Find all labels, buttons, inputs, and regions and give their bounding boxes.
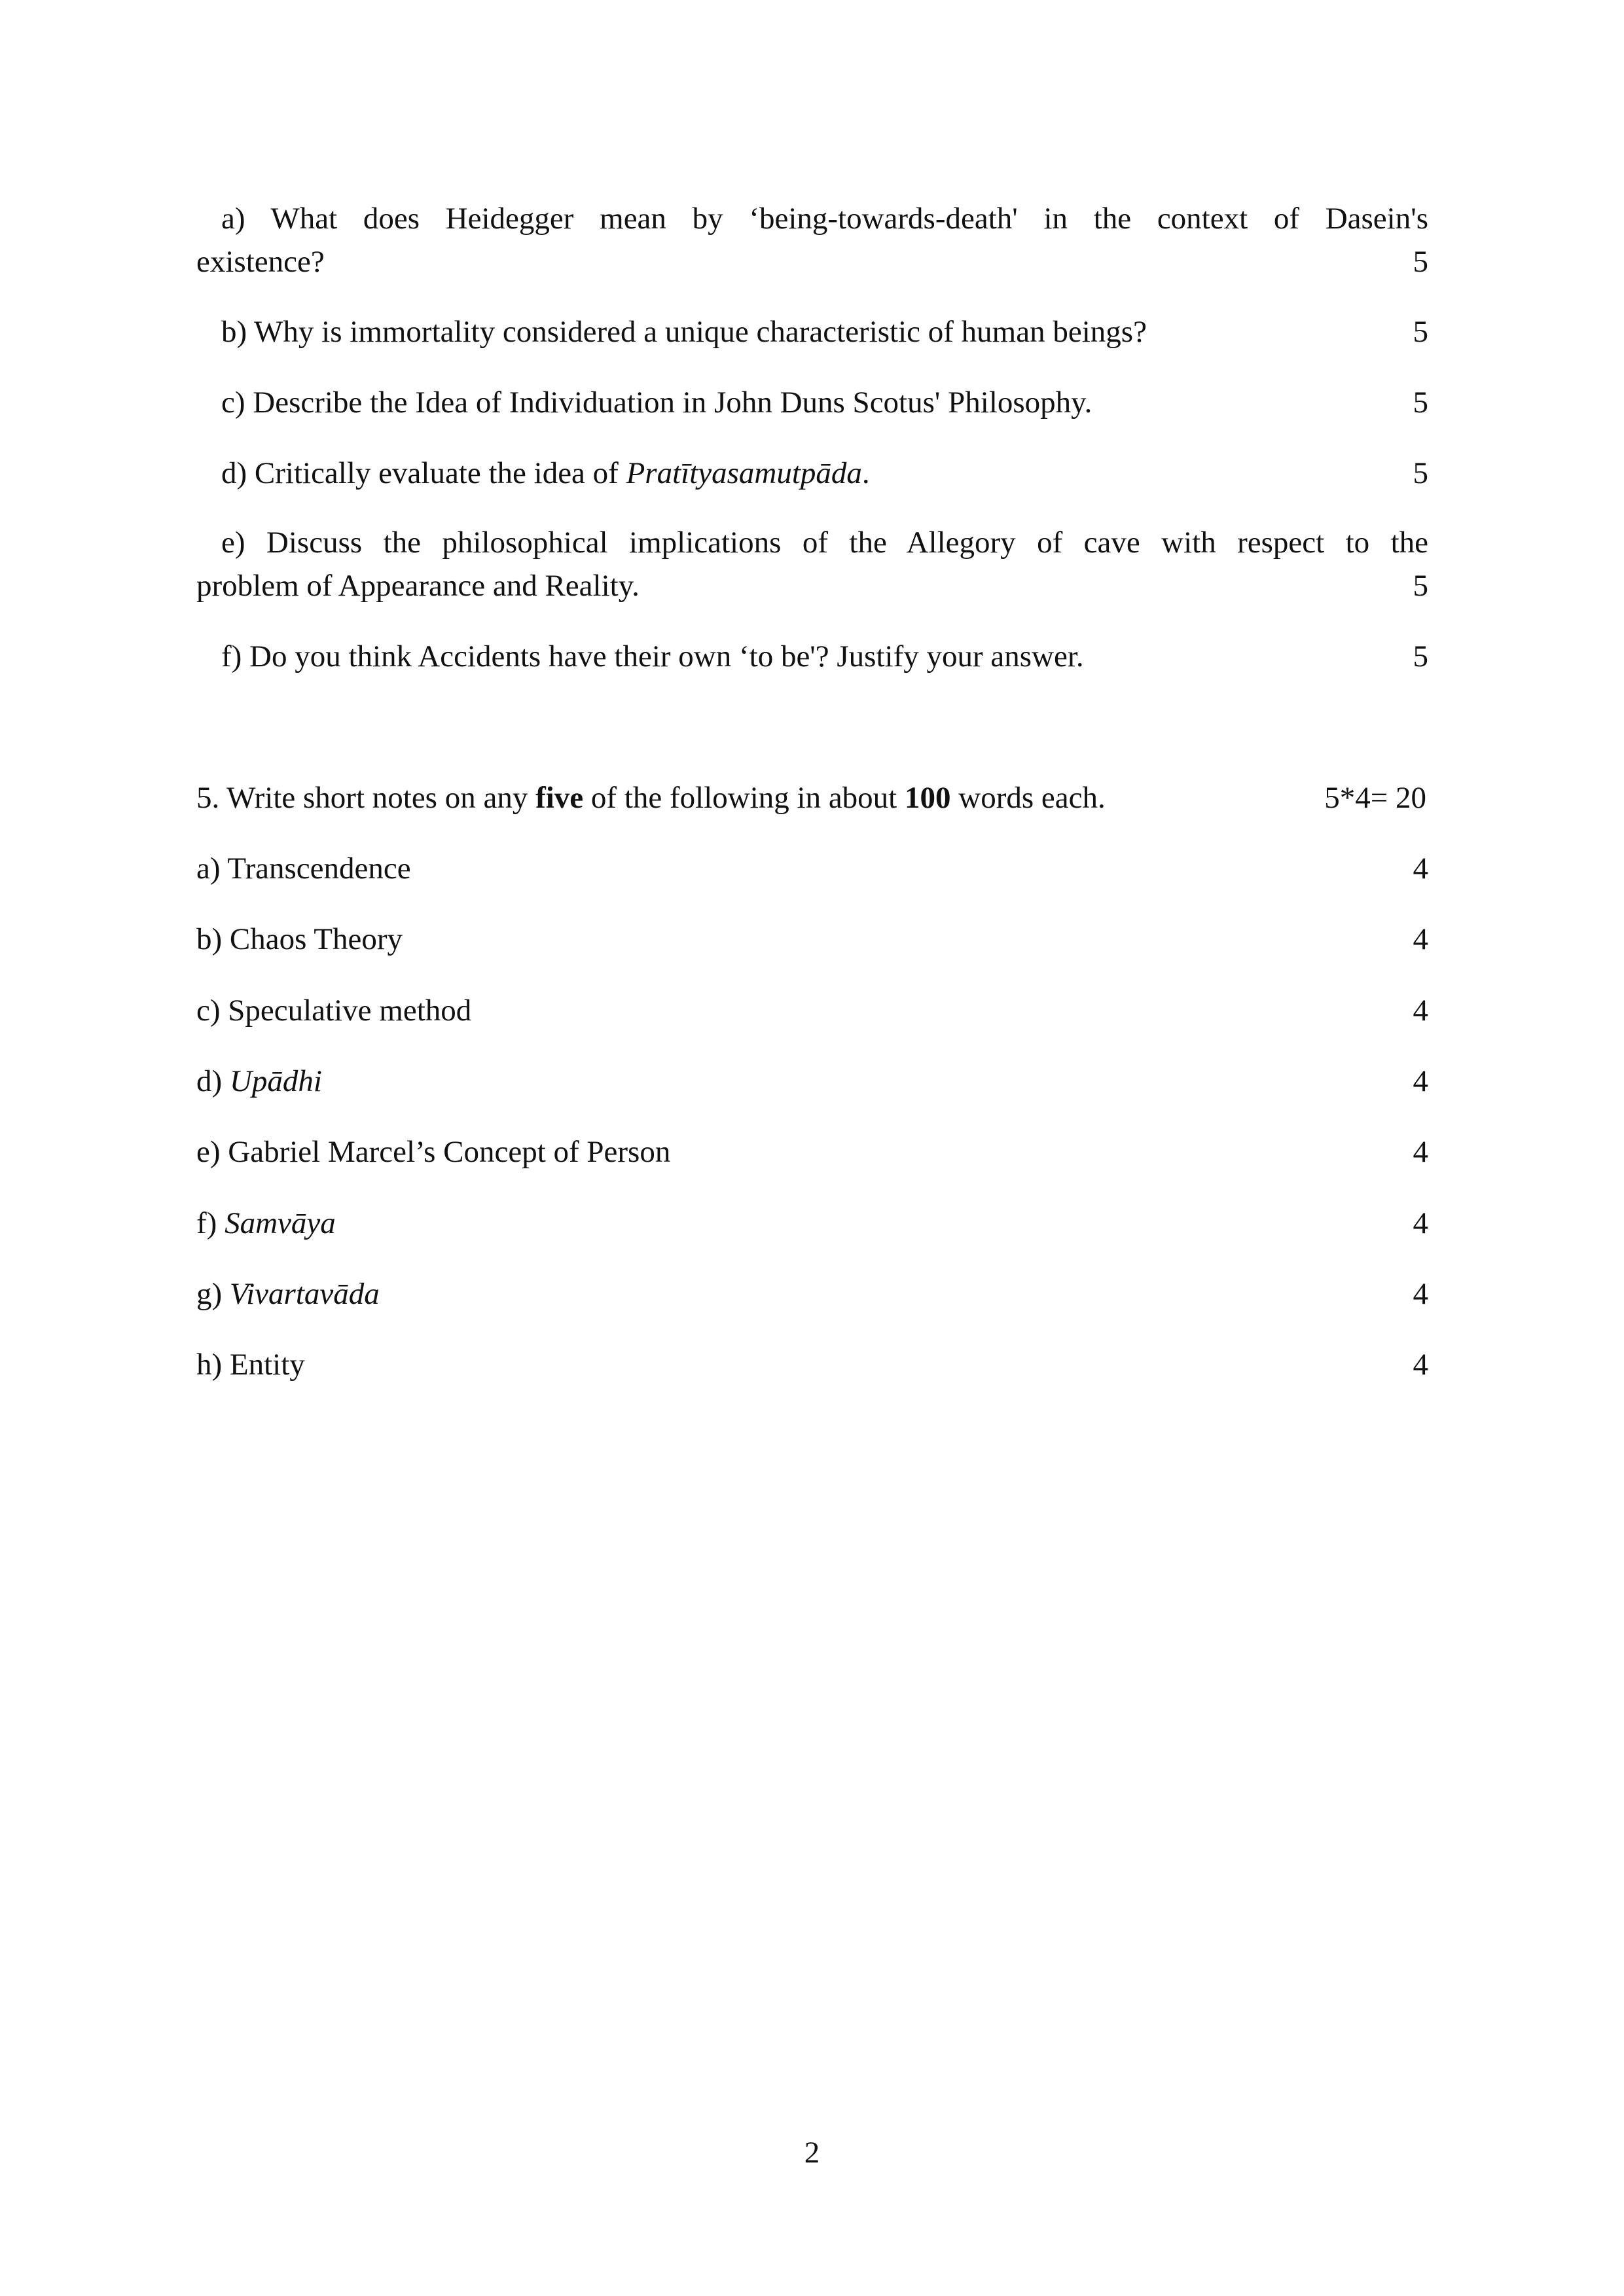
question-4c [196, 381, 1428, 424]
question-text-pre: d) Critically evaluate the idea of [221, 456, 626, 490]
question-4b [196, 310, 1428, 353]
short-note-marks: 4 [1413, 1206, 1428, 1240]
short-note-prefix: e) [196, 1135, 228, 1169]
short-note-text [196, 847, 411, 890]
marks: 5 [1413, 456, 1428, 490]
term-italic: Pratītyasamutpāda [626, 456, 862, 490]
short-note-marks: 4 [1413, 1277, 1428, 1311]
short-note-marks: 4 [1413, 1135, 1428, 1169]
short-note-label: Entity [229, 1348, 305, 1382]
question-text: c) Describe the Idea of Individuation in John Duns Scotus' Philosophy. [221, 386, 1092, 420]
short-note-label: Samvāya [225, 1206, 336, 1240]
short-note-item [196, 1060, 1428, 1103]
short-note-text [196, 1130, 670, 1174]
short-note-prefix: f) [196, 1206, 225, 1240]
short-note-text [196, 989, 471, 1032]
short-note-item [196, 1130, 1428, 1174]
question-5-heading [196, 776, 1428, 819]
question-text: f) Do you think Accidents have their own ‘to be'? Justify your answer. [221, 639, 1084, 673]
question-text-line2: existence? [196, 245, 325, 279]
short-note-text [196, 1202, 336, 1245]
short-note-label: Speculative method [228, 994, 472, 1028]
short-note-item [196, 918, 1428, 961]
marks: 5 [1413, 569, 1428, 603]
question-5-marks: 5*4= 20 [1324, 781, 1426, 815]
marks: 5 [1413, 245, 1428, 279]
short-note-item [196, 847, 1428, 890]
short-note-prefix: h) [196, 1348, 230, 1382]
question-5-text [196, 776, 1106, 819]
short-note-text [196, 1343, 305, 1386]
q5-part2: of the following in about [583, 781, 905, 815]
question-4f [196, 635, 1428, 678]
short-note-prefix: c) [196, 994, 228, 1028]
short-note-text [196, 1060, 322, 1103]
marks: 5 [1413, 315, 1428, 349]
question-text-line2: problem of Appearance and Reality. [196, 569, 640, 603]
short-note-marks: 4 [1413, 1064, 1428, 1098]
short-note-prefix: g) [196, 1277, 230, 1311]
marks: 5 [1413, 386, 1428, 420]
short-note-label: Transcendence [227, 852, 411, 886]
short-note-prefix: d) [196, 1064, 230, 1098]
question-text-line1: a) What does Heidegger mean by ‘being-towards-death' in the context of Dasein's [221, 202, 1428, 236]
short-note-label: Vivartavāda [229, 1277, 380, 1311]
short-note-text [196, 918, 403, 961]
short-note-text [196, 1272, 380, 1316]
question-text-line1: e) Discuss the philosophical implications of the Allegory of cave with respect to the [221, 526, 1428, 560]
question-4a [196, 197, 1428, 283]
short-note-marks: 4 [1413, 1348, 1428, 1382]
q5-part3: words each. [950, 781, 1106, 815]
question-text: b) Why is immortality considered a unique characteristic of human beings? [221, 315, 1147, 349]
short-note-item [196, 989, 1428, 1032]
question-text [221, 452, 870, 495]
short-note-marks: 4 [1413, 852, 1428, 886]
marks: 5 [1413, 639, 1428, 673]
q5-part1: 5. Write short notes on any [196, 781, 536, 815]
short-note-label: Chaos Theory [229, 922, 403, 956]
short-note-prefix: b) [196, 922, 230, 956]
short-note-item [196, 1272, 1428, 1316]
q5-bold-five: five [535, 781, 584, 815]
q5-bold-100: 100 [905, 781, 951, 815]
short-note-marks: 4 [1413, 994, 1428, 1028]
page-number: 2 [804, 2136, 820, 2170]
short-note-prefix: a) [196, 852, 228, 886]
short-note-item [196, 1343, 1428, 1386]
short-note-label: Upādhi [229, 1064, 322, 1098]
question-4e [196, 521, 1428, 607]
short-note-item [196, 1202, 1428, 1245]
short-note-label: Gabriel Marcel’s Concept of Person [228, 1135, 671, 1169]
question-text-post: . [861, 456, 870, 490]
short-note-marks: 4 [1413, 922, 1428, 956]
question-4d [196, 452, 1428, 495]
